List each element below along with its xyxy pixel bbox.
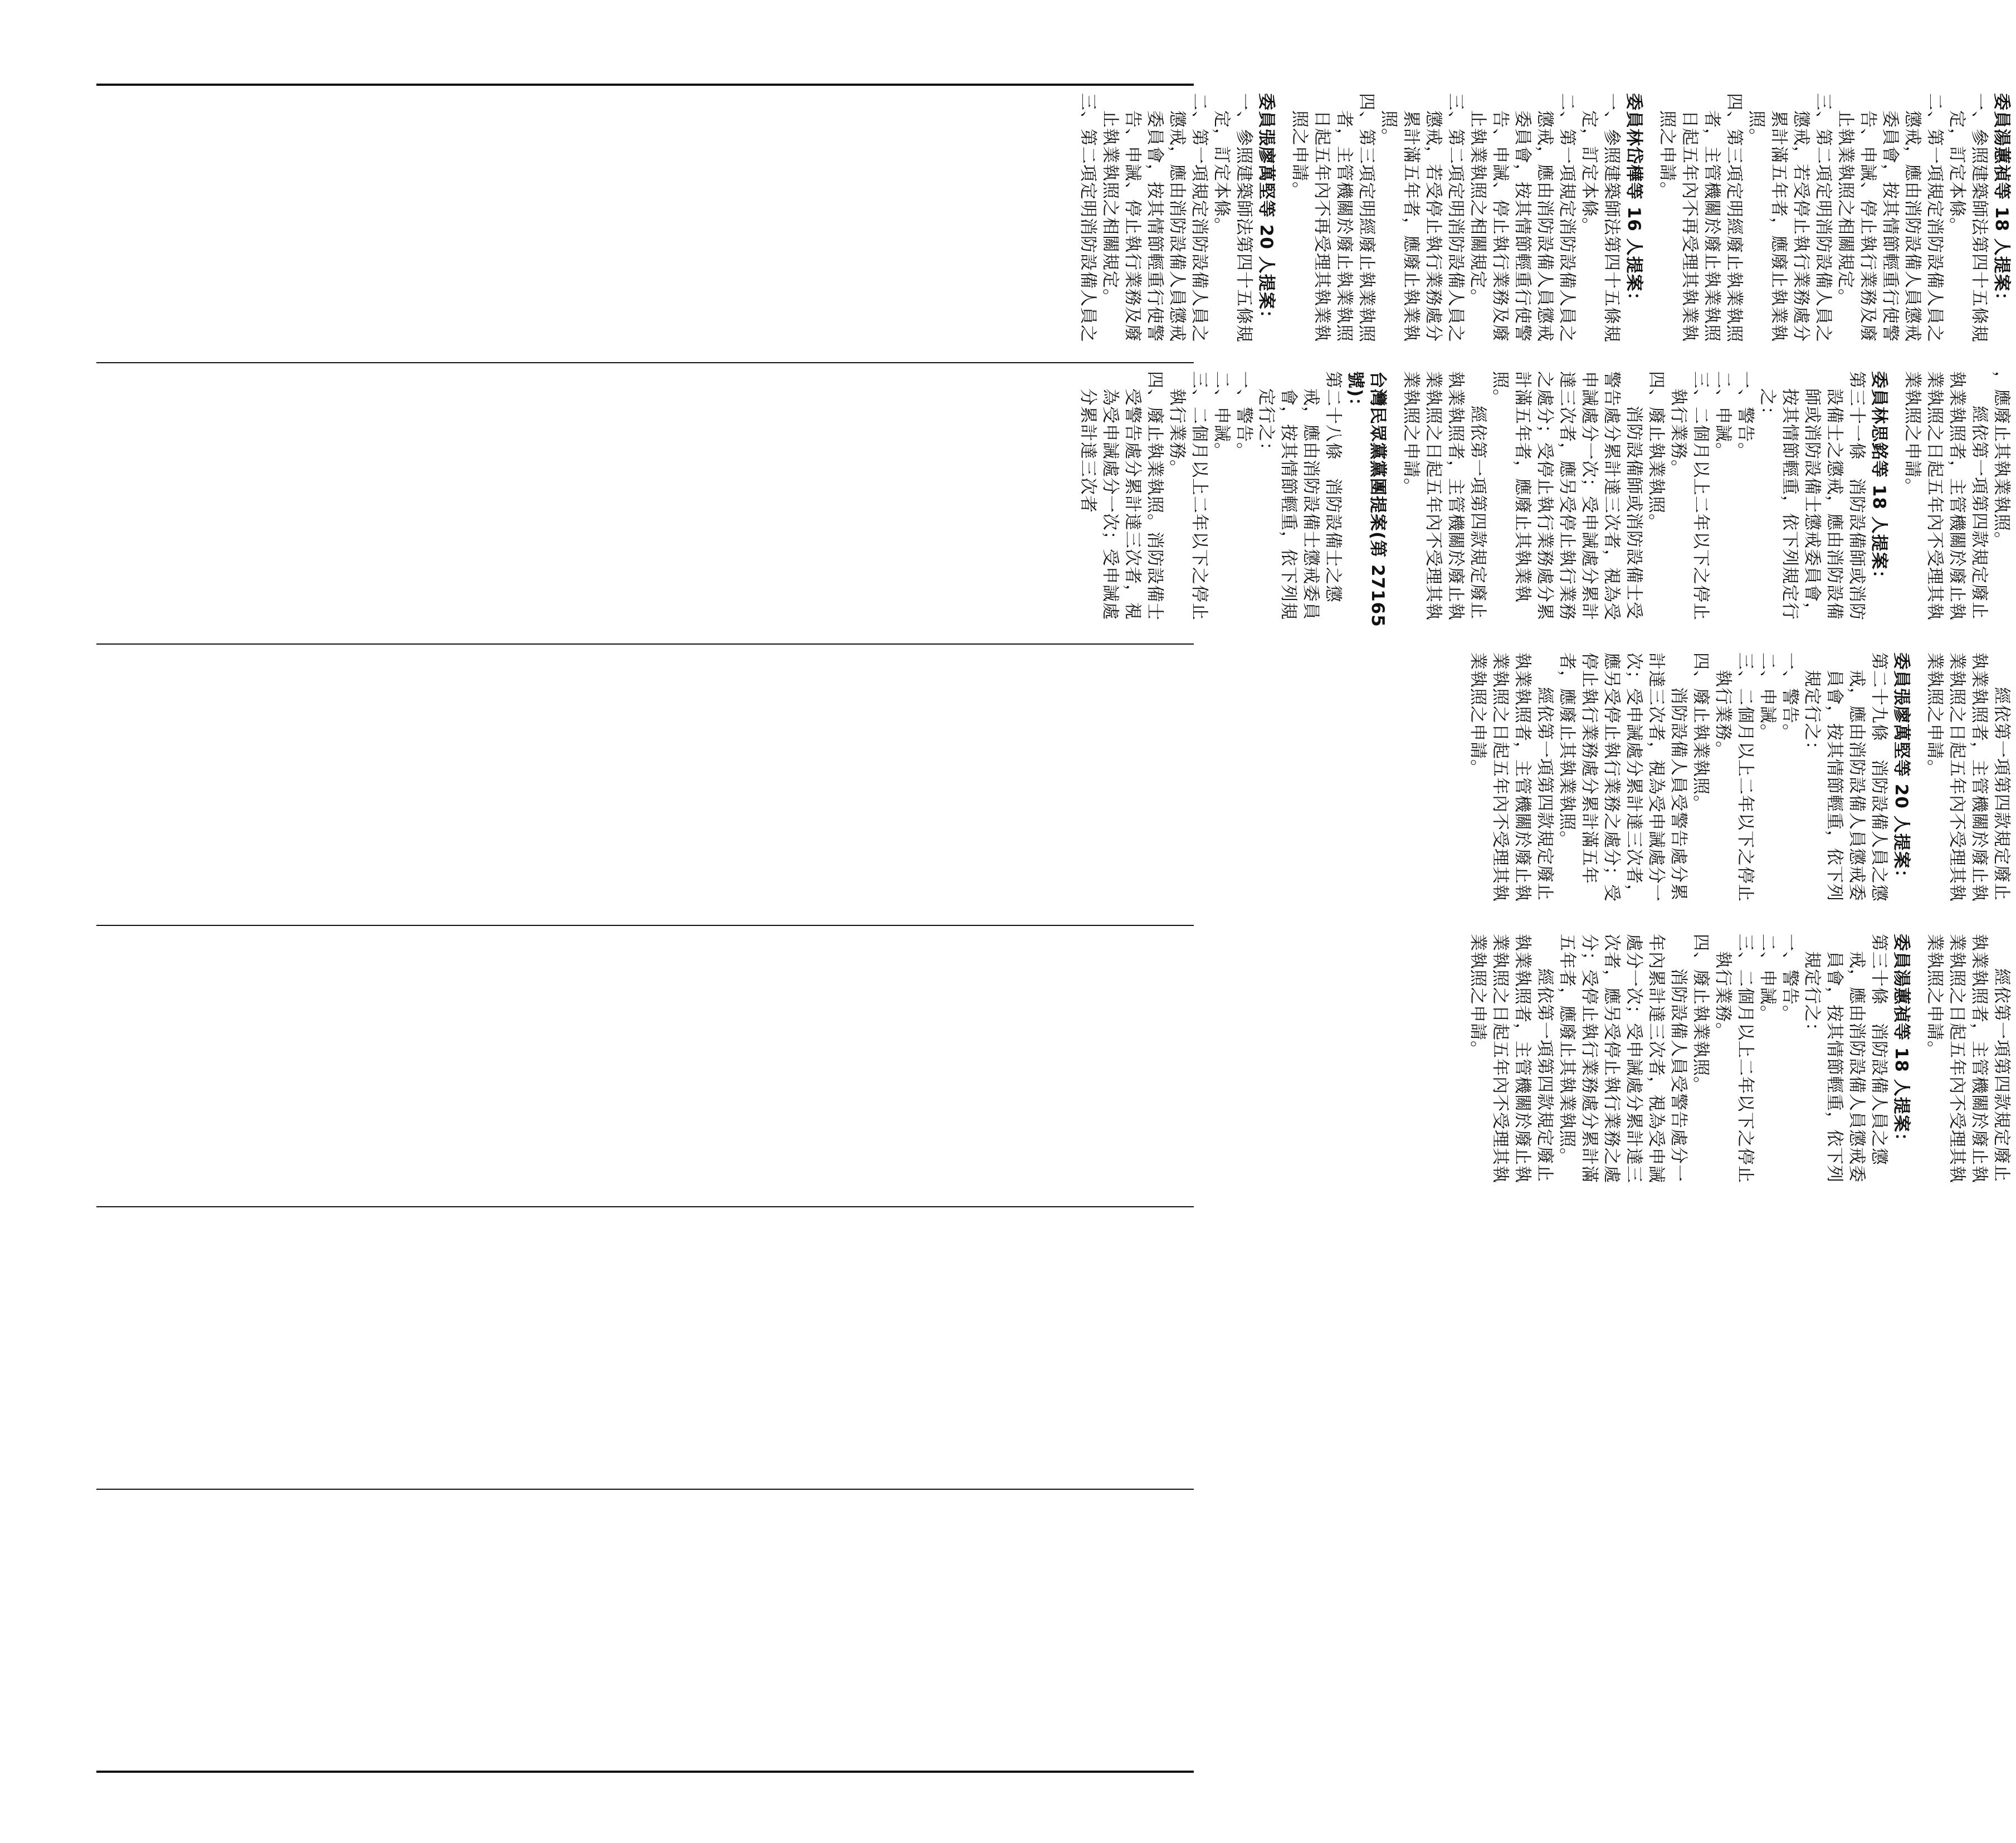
proposal-column-1 [96,928,2012,1203]
paragraph: 經依第一項第四款規定廢止執業執照者，主管機關於廢止執業執照之日起五年內不受理其執業執照之申請。 [1925,652,2012,902]
proposal-column-2 [96,647,2012,922]
paragraph: 經依第一項第四款規定廢止執業執照者，主管機關於廢止執業執照之日起五年內不受理其執業執照之申請。 [1468,934,1555,1183]
paragraph: 一、警告。 [1234,371,1254,460]
proposal-heading: 台灣民眾黨黨團提案(第 27165 號)： [1345,371,1388,627]
paragraph: 三、第二項定明消防設備人員之懲戒，若受停止執行業務處分累計滿五年者，應廢止執業執照。 [1379,93,1466,343]
paragraph: 二、第一項規定消防設備人員之懲戒，應由消防設備人員懲戒委員會，按其情節輕重行使警告、申誡、停止執行業務及廢止執業執照之相關規定。 [1468,93,1577,343]
paragraph: 二、申誡。 [1713,371,1733,460]
paragraph: 二、申誡。 [1212,371,1232,460]
column-divider [96,925,1194,926]
paragraph: 四、第三項定明經廢止執業執照者，主管機關於廢止執業執照日起五年內不再受理其執業執照之申請。 [1290,93,1376,343]
spacer [1645,93,1656,357]
proposal-heading: 委員湯蕙禎等 18 人提案： [1991,93,2012,310]
paragraph: 二、申誡。 [1758,934,1778,1023]
paragraph: 一、參照建築師法第四十五條規定，訂定本條。 [1579,93,1622,343]
paragraph: 一、警告。 [1780,934,1800,1023]
paragraph: 一、參照建築師法第四十五條規定，訂定本條。 [1212,93,1254,343]
paragraph: 一、警告。 [1780,652,1800,742]
paragraph: 三、二個月以上二年以下之停止執行業務。 [1713,934,1755,1183]
proposal-heading: 委員林岱樺等 16 人提案： [1624,93,1644,310]
paragraph: ，應廢止其執業執照。 [1991,371,2012,549]
paragraph: 三、二個月以上二年以下之停止執行業務。 [1668,371,1711,621]
proposal-text-2 [919,647,2016,922]
paragraph: 消防設備人員受警告處分累計達三次者，視為受申誡處分一次；受申誡處分累計達三次者，應另受停止執行業務之處分；受停止執行業務處分累計滿五年者，應廢止其執業執照。 [1557,652,1688,902]
proposal-heading: 委員張廖萬堅等 20 人提案： [1891,652,1911,887]
proposal-heading: 委員張廖萬堅等 20 人提案： [1256,93,1276,328]
proposal-text-3 [919,365,2016,641]
paragraph: 四、廢止執業執照。 [1691,652,1711,813]
paragraph: 第二十九條 消防設備人員之懲戒，應由消防設備人員懲戒委員會，按其情節輕重，依下列規定行之： [1802,652,1889,902]
paragraph: 經依第一項第四款規定廢止執業執照者，主管機關於廢止執業執照之日起五年內不受理其執業執照之申請。 [1401,371,1488,621]
paragraph: 一、參照建築師法第四十五條規定，訂定本條。 [1947,93,1989,343]
proposal-heading: 委員湯蕙禎等 18 人提案： [1891,934,1911,1150]
paragraph: 經依第一項第四款規定廢止執業執照者，主管機關於廢止執業執照之日起五年內不受理其執業執照之申請。 [1925,934,2012,1183]
spacer [1912,934,1924,1198]
paragraph: 二、第一項規定消防設備人員之懲戒，應由消防設備人員懲戒委員會，按其情節輕重行使警告、申誡、停止執行業務及廢止執業執照之相關規定。 [1836,93,1945,343]
proposal-heading: 委員林思銘等 18 人提案： [1869,371,1889,588]
top-rule [96,84,1194,86]
explanation-column [96,87,2012,363]
proposal-column-3 [96,365,2012,641]
explanation-text [919,87,2016,363]
paragraph: 四、廢止執業執照。消防設備士受警告處分累計達三次者，視為受申誡處分一次；受申誡處分累計達三次者 [1078,371,1165,621]
spacer [1277,93,1288,357]
paragraph: 經依第一項第四款規定廢止執業執照者，主管機關於廢止執業執照之日起五年內不受理其執業執照之申請。 [1902,371,1989,621]
paragraph: 四、第三項定明經廢止執業執照者，主管機關於廢止執業執照日起五年內不再受理其執業執照之申請。 [1657,93,1744,343]
paragraph: 消防設備師或消防設備士受警告處分累計達三次者，視為受申誡處分一次；受申誡處分累計達三次者，應另受停止執行業務之處分；受停止執行業務處分累計滿五年者，應廢止其執業執照。 [1490,371,1644,621]
bottom-rule [96,1771,1194,1773]
paragraph: 消防設備人員受警告處分一年內累計達三次者，視為受申誡處分一次；受申誡處分累計達三次者，應另受停止執行業務之處分；受停止執行業務處分累計滿五年者，應廢止其執業執照。 [1557,934,1688,1183]
paragraph: 第二十八條 消防設備士之懲戒，應由消防設備士懲戒委員會，按其情節輕重，依下列規定行之： [1256,371,1343,620]
spacer [1389,371,1400,635]
paragraph: 四、廢止執業執照。 [1691,934,1711,1094]
paragraph: 三、第二項定明消防設備人員之懲戒，若受停止執行業務處分累計滿五年者，應廢止執業執照。 [1746,93,1833,343]
paragraph: 第三十一條 消防設備師或消防設備士之懲戒，應由消防設備師或消防設備士懲戒委員會，按其情節輕重，依下列規定行之： [1758,371,1867,621]
paragraph: 三、二個月以上二年以下之停止執行業務。 [1167,371,1209,621]
spacer [1912,652,1924,916]
paragraph: 三、二個月以上二年以下之停止執行業務。 [1713,652,1755,902]
column-divider [96,1206,1194,1207]
spacer [1890,371,1901,635]
paragraph: 一、警告。 [1735,371,1755,460]
paragraph: 三、第二項定明消防設備人員之 [1078,93,1098,343]
proposal-text-1 [919,928,2016,1203]
paragraph: 二、第一項規定消防設備人員之懲戒，應由消防設備人員懲戒委員會，按其情節輕重行使警告、申誡、停止執行業務及廢止執業執照之相關規定。 [1100,93,1209,343]
paragraph: 四、廢止執業執照。 [1646,371,1666,532]
column-divider [96,1489,1194,1490]
paragraph: 第三十條 消防設備人員之懲戒，應由消防設備人員懲戒委員會，按其情節輕重，依下列規定行之： [1802,934,1889,1183]
paragraph: 經依第一項第四款規定廢止執業執照者，主管機關於廢止執業執照之日起五年內不受理其執業執照之申請。 [1468,652,1555,902]
column-divider [96,643,1194,645]
paragraph: 二、申誡。 [1758,652,1778,742]
